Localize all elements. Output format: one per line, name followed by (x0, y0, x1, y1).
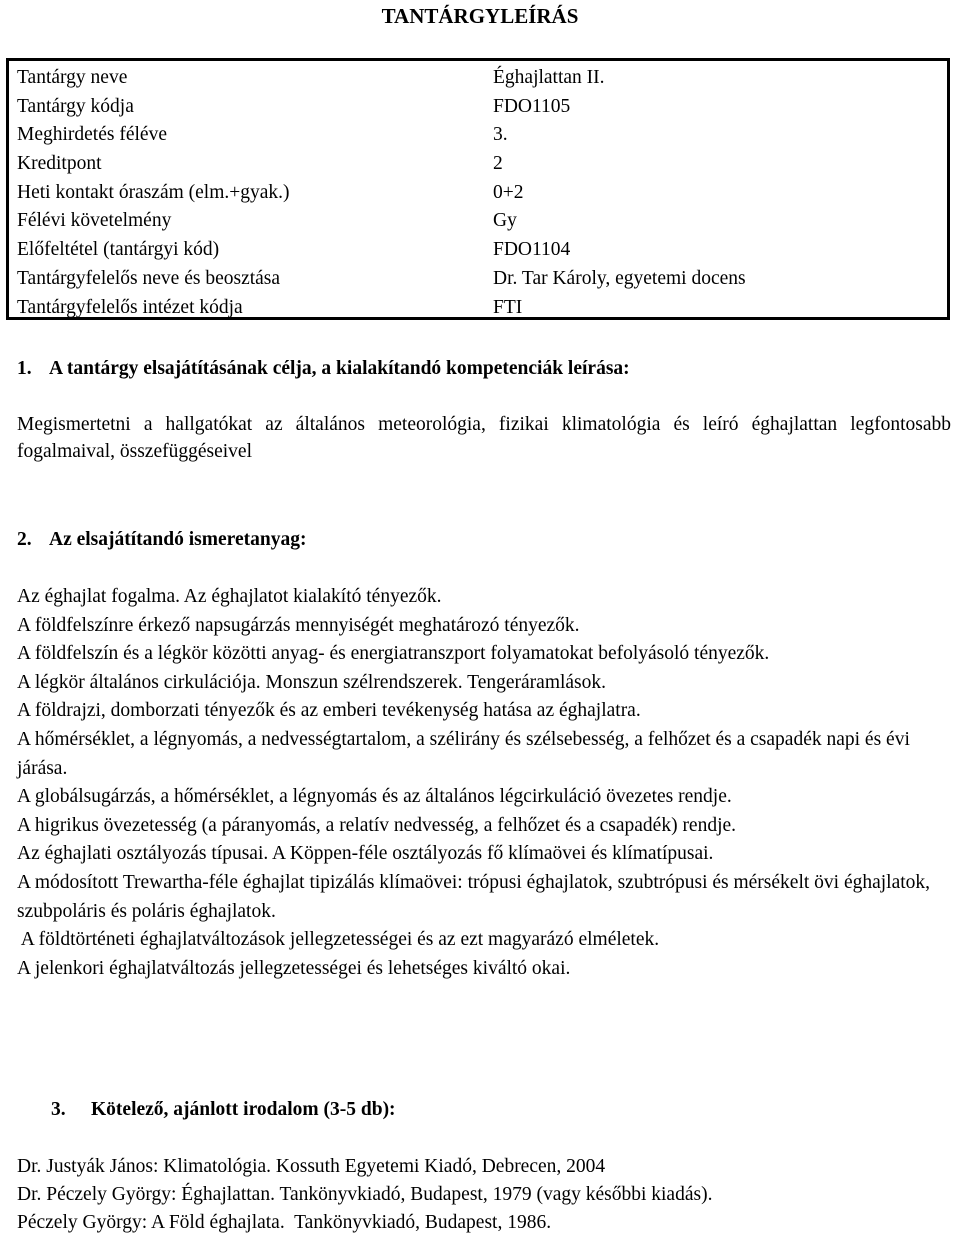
info-label: Tantárgyfelelős neve és beosztása (17, 267, 281, 289)
list-item: A módosított Trewartha-féle éghajlat tipizálás klímaövei: trópusi éghajlatok, szubtrópusi és mérsékelt övi éghajlatok, szubpoláris és poláris éghajlatok. (17, 871, 931, 922)
list-item: A földfelszín és a légkör közötti anyag- és energiatranszport folyamatokat befolyásoló tényezők. (17, 643, 770, 665)
info-row (9, 207, 947, 236)
section-heading-text: A tantárgy elsajátításának célja, a kialakítandó kompetenciák leírása: (49, 358, 630, 379)
info-label: Heti kontakt óraszám (elm.+gyak.) (17, 181, 290, 203)
info-value: FTI (493, 296, 523, 318)
document-title: TANTÁRGYLEÍRÁS (381, 4, 579, 28)
list-item: A földrajzi, domborzati tényezők és az emberi tevékenység hatása az éghajlatra. (17, 700, 641, 722)
section-2-heading (17, 527, 306, 553)
list-item: Péczely György: A Föld éghajlata. Tankönyvkiadó, Budapest, 1986. (17, 1212, 552, 1234)
info-value: 2 (493, 153, 503, 175)
section-number: 2. (17, 529, 32, 550)
list-item: A globálsugárzás, a hőmérséklet, a légnyomás és az általános légcirkuláció övezetes rendje. (17, 786, 732, 808)
list-item: A jelenkori éghajlatváltozás jellegzetességei és lehetséges kiváltó okai. (17, 957, 571, 979)
info-value: Éghajlattan II. (493, 67, 605, 88)
info-label: Kreditpont (17, 153, 102, 175)
info-value: Gy (493, 210, 517, 232)
literature-list (17, 1153, 947, 1238)
list-item: Az éghajlat fogalma. Az éghajlatot kialakító tényezők. (17, 586, 442, 607)
info-row (9, 150, 947, 179)
info-row (9, 121, 947, 150)
section-1-heading (17, 356, 630, 382)
list-item: Dr. Péczely György: Éghajlattan. Tankönyvkiadó, Budapest, 1979 (vagy későbbi kiadás). (17, 1184, 713, 1206)
info-label: Előfeltétel (tantárgyi kód) (17, 239, 220, 261)
curriculum-list (17, 583, 947, 983)
info-row (9, 236, 947, 265)
info-value: 3. (493, 124, 508, 146)
info-label: Tantárgyfelelős intézet kódja (17, 296, 243, 318)
info-row (9, 64, 947, 93)
info-value: FDO1105 (493, 95, 571, 117)
section-1-text: Megismertetni a hallgatókat az általános meteorológia, fizikai klimatológia és leíró éghajlattan legfontosabb fogalmaival, összefüggéseivel (17, 414, 951, 462)
list-item: A hőmérséklet, a légnyomás, a nedvességtartalom, a szélirány és szélsebesség, a felhőzet és a csapadék napi és évi járása. (17, 728, 910, 779)
section-heading-text: Az elsajátítandó ismeretanyag: (49, 529, 307, 550)
section-3-heading (17, 1097, 396, 1123)
list-item: A földfelszínre érkező napsugárzás mennyiségét meghatározó tényezők. (17, 614, 580, 636)
info-label: Tantárgy kódja (17, 95, 134, 117)
list-item: A földtörténeti éghajlatváltozások jellegzetességei és az ezt magyarázó elméletek. (17, 929, 660, 951)
info-label: Meghirdetés féléve (17, 124, 167, 146)
list-item: Dr. Justyák János: Klimatológia. Kossuth Egyetemi Kiadó, Debrecen, 2004 (17, 1156, 606, 1177)
info-value: Dr. Tar Károly, egyetemi docens (493, 267, 746, 289)
list-item: A légkör általános cirkulációja. Monszun szélrendszerek. Tengeráramlások. (17, 671, 607, 693)
info-label: Tantárgy neve (17, 67, 128, 88)
info-row (9, 265, 947, 294)
list-item: Az éghajlati osztályozás típusai. A Köppen-féle osztályozás fő klímaövei és klímatípusai. (17, 843, 714, 865)
info-label: Félévi követelmény (17, 210, 172, 232)
section-number: 3. (51, 1099, 66, 1120)
info-row (9, 179, 947, 208)
info-value: 0+2 (493, 181, 524, 203)
info-row (9, 93, 947, 122)
info-row (9, 294, 947, 323)
section-number: 1. (17, 358, 32, 379)
course-info-table (6, 58, 950, 320)
section-heading-text: Kötelező, ajánlott irodalom (3-5 db): (91, 1099, 396, 1120)
info-value: FDO1104 (493, 239, 571, 261)
list-item: A higrikus övezetesség (a páranyomás, a relatív nedvesség, a felhőzet és a csapadék) rendje. (17, 814, 737, 836)
